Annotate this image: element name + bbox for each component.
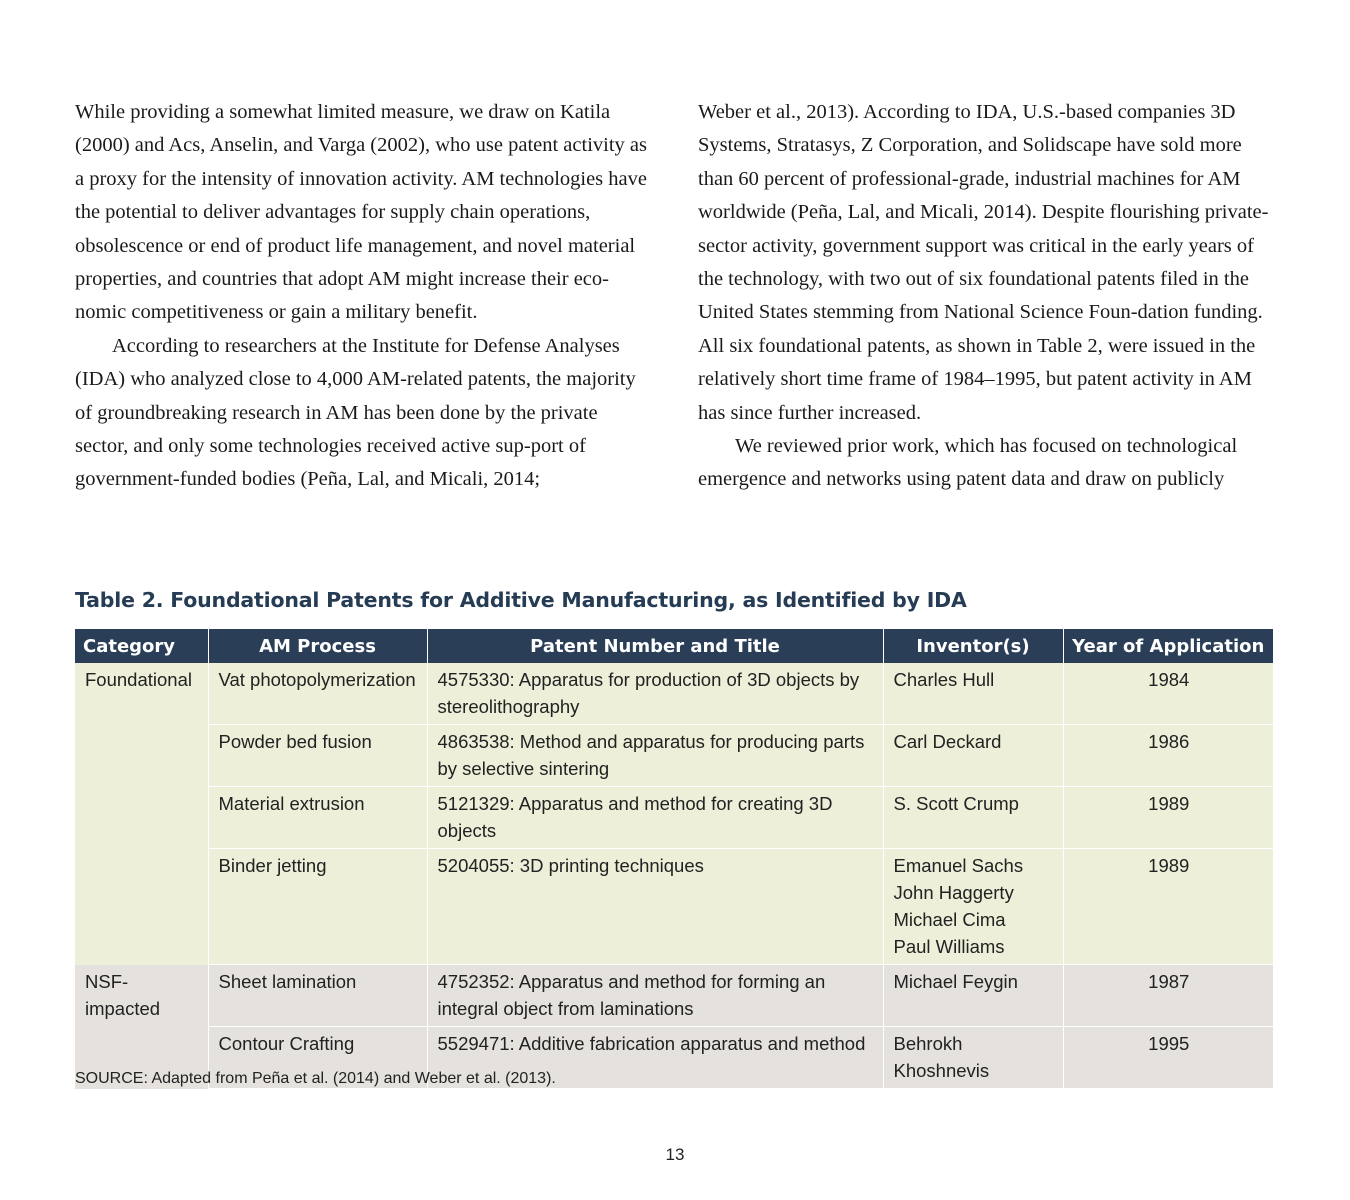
year-cell: 1986 bbox=[1063, 725, 1273, 787]
table-row bbox=[75, 663, 1273, 725]
inventor-cell bbox=[883, 787, 1063, 849]
year-cell: 1984 bbox=[1063, 663, 1273, 725]
patents-table bbox=[75, 629, 1273, 1089]
inventor-name: Behrokh Khoshnevis bbox=[893, 1033, 990, 1081]
inventor-name: John Haggerty bbox=[893, 882, 1014, 903]
inventor-name: Michael Cima bbox=[893, 909, 1006, 930]
body-column-left bbox=[75, 96, 655, 497]
inventor-cell bbox=[883, 849, 1063, 965]
process-cell: Contour Crafting bbox=[208, 1027, 427, 1089]
process-cell: Powder bed fusion bbox=[208, 725, 427, 787]
paragraph: While providing a somewhat limited measure, we draw on Katila (2000) and Acs, Anselin, and Varga (2002), who use patent activity as a proxy for the intensity of innovation activity. AM technologies have the potential to deliver advantages for supply chain operations, obsolescence or end of product life management, and novel material properties, and countries that adopt AM might increase their eco-nomic competitiveness or gain a military benefit. bbox=[75, 101, 647, 324]
table-source-note: SOURCE: Adapted from Peña et al. (2014) and Weber et al. (2013). bbox=[75, 1070, 556, 1087]
paragraph: We reviewed prior work, which has focused on technological emergence and networks using patent data and draw on publicly bbox=[698, 435, 1238, 491]
column-header: AM Process bbox=[208, 629, 427, 663]
inventor-name: Michael Feygin bbox=[893, 971, 1018, 992]
column-header: Inventor(s) bbox=[883, 629, 1063, 663]
table-row bbox=[75, 965, 1273, 1027]
patent-cell: 4575330: Apparatus for production of 3D objects by stereolithography bbox=[427, 663, 883, 725]
body-column-right bbox=[698, 96, 1278, 497]
inventor-cell bbox=[883, 1027, 1063, 1089]
inventor-name: Carl Deckard bbox=[893, 731, 1002, 752]
inventor-name: Charles Hull bbox=[893, 669, 995, 690]
table-row bbox=[75, 725, 1273, 787]
process-cell: Material extrusion bbox=[208, 787, 427, 849]
column-header: Year of Application bbox=[1063, 629, 1273, 663]
patent-cell: 4863538: Method and apparatus for producing parts by selective sintering bbox=[427, 725, 883, 787]
table-row bbox=[75, 787, 1273, 849]
paragraph: Weber et al., 2013). According to IDA, U.S.-based companies 3D Systems, Stratasys, Z Corporation, and Solidscape have sold more than 60 percent of professional-grade, industrial machines for AM worldwide (Peña, Lal, and Micali, 2014). Despite flourishing private-sector activity, government support was critical in the early years of the technology, with two out of six foundational patents filed in the United States stemming from National Science Foun-dation funding. All six foundational patents, as shown in Table 2, were issued in the relatively short time frame of 1984–1995, but patent activity in AM has since further increased. bbox=[698, 101, 1269, 424]
paragraph: According to researchers at the Institute for Defense Analyses (IDA) who analyzed close to 4,000 AM-related patents, the majority of groundbreaking research in AM has been done by the private sector, and only some technologies received active sup-port of government-funded bodies (Peña, Lal, and Micali, 2014; bbox=[75, 334, 636, 491]
column-header: Patent Number and Title bbox=[427, 629, 883, 663]
process-cell: Sheet lamination bbox=[208, 965, 427, 1027]
year-cell: 1989 bbox=[1063, 787, 1273, 849]
patent-cell: 4752352: Apparatus and method for forming an integral object from laminations bbox=[427, 965, 883, 1027]
page-number: 13 bbox=[665, 1145, 685, 1164]
patent-cell: 5204055: 3D printing techniques bbox=[427, 849, 883, 965]
process-cell: Vat photopolymerization bbox=[208, 663, 427, 725]
category-cell: Foundational bbox=[75, 663, 208, 965]
table-row bbox=[75, 849, 1273, 965]
inventor-cell bbox=[883, 965, 1063, 1027]
table-header-row bbox=[75, 629, 1273, 663]
column-header: Category bbox=[75, 629, 208, 663]
inventor-name: S. Scott Crump bbox=[893, 793, 1019, 814]
process-cell: Binder jetting bbox=[208, 849, 427, 965]
year-cell: 1995 bbox=[1063, 1027, 1273, 1089]
inventor-name: Paul Williams bbox=[893, 936, 1005, 957]
inventor-name: Emanuel Sachs bbox=[893, 855, 1024, 876]
inventor-cell bbox=[883, 663, 1063, 725]
year-cell: 1989 bbox=[1063, 849, 1273, 965]
inventor-cell bbox=[883, 725, 1063, 787]
category-cell: NSF-impacted bbox=[75, 965, 208, 1089]
year-cell: 1987 bbox=[1063, 965, 1273, 1027]
table-title: Table 2. Foundational Patents for Additive Manufacturing, as Identified by IDA bbox=[75, 588, 967, 612]
patent-cell: 5121329: Apparatus and method for creating 3D objects bbox=[427, 787, 883, 849]
patent-cell: 5529471: Additive fabrication apparatus and method bbox=[427, 1027, 883, 1089]
